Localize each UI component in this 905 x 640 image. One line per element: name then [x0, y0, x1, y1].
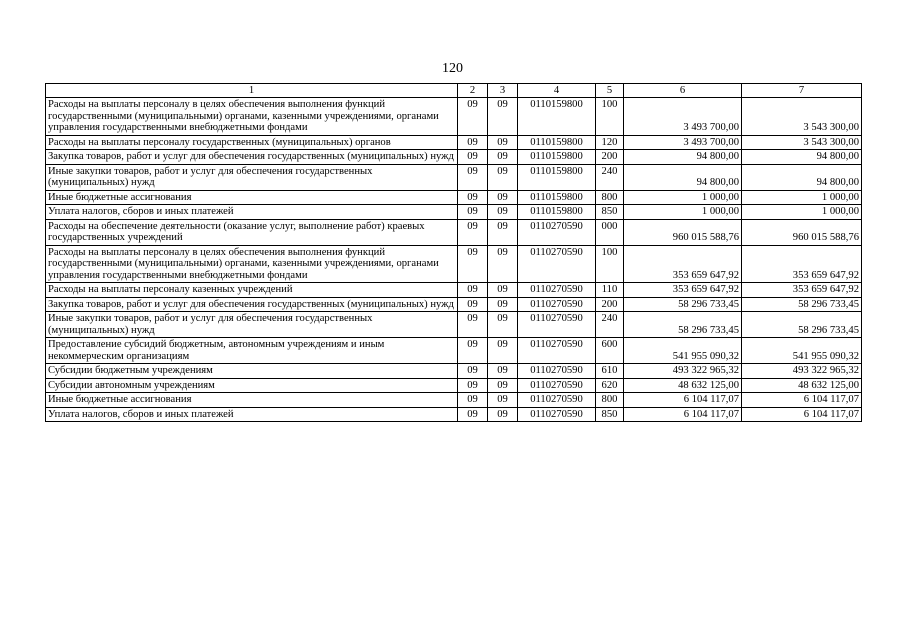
table-row — [46, 205, 862, 220]
subsection-code-cell: 09 — [488, 283, 518, 298]
subsection-code-cell: 09 — [488, 164, 518, 190]
subsection-code-cell: 09 — [488, 190, 518, 205]
subsection-code-cell: 09 — [488, 135, 518, 150]
amount-cell-col7: 58 296 733,45 — [742, 312, 862, 338]
amount-cell-col6: 6 104 117,07 — [624, 407, 742, 422]
expense-name-cell: Субсидии бюджетным учреждениям — [46, 364, 458, 379]
expense-name-cell: Расходы на обеспечение деятельности (оказание услуг, выполнение работ) краевых государственных учреждений — [46, 219, 458, 245]
table-row — [46, 283, 862, 298]
amount-cell-col7: 94 800,00 — [742, 164, 862, 190]
subsection-code-cell: 09 — [488, 312, 518, 338]
expense-type-cell: 120 — [596, 135, 624, 150]
table-row — [46, 364, 862, 379]
expense-name-cell: Иные бюджетные ассигнования — [46, 190, 458, 205]
section-code-cell: 09 — [458, 205, 488, 220]
expense-name-cell: Расходы на выплаты персоналу в целях обеспечения выполнения функций государственными (муниципальными) органами, казенными учреждениями, органами управления государственными внебюджетными фондами — [46, 245, 458, 283]
expense-type-cell: 240 — [596, 312, 624, 338]
section-code-cell: 09 — [458, 219, 488, 245]
target-article-cell: 0110270590 — [518, 312, 596, 338]
target-article-cell: 0110159800 — [518, 205, 596, 220]
section-code-cell: 09 — [458, 312, 488, 338]
subsection-code-cell: 09 — [488, 364, 518, 379]
amount-cell-col6: 493 322 965,32 — [624, 364, 742, 379]
subsection-code-cell: 09 — [488, 219, 518, 245]
table-row — [46, 297, 862, 312]
amount-cell-col6: 6 104 117,07 — [624, 393, 742, 408]
expense-type-cell: 800 — [596, 190, 624, 205]
expense-type-cell: 850 — [596, 205, 624, 220]
header-cell: 2 — [458, 84, 488, 98]
expense-name-cell: Расходы на выплаты персоналу государственных (муниципальных) органов — [46, 135, 458, 150]
expense-type-cell: 610 — [596, 364, 624, 379]
section-code-cell: 09 — [458, 338, 488, 364]
target-article-cell: 0110270590 — [518, 364, 596, 379]
expense-name-cell: Расходы на выплаты персоналу в целях обеспечения выполнения функций государственными (муниципальными) органами, казенными учреждениями, органами управления государственными внебюджетными фондами — [46, 98, 458, 136]
amount-cell-col6: 353 659 647,92 — [624, 283, 742, 298]
target-article-cell: 0110270590 — [518, 407, 596, 422]
target-article-cell: 0110270590 — [518, 245, 596, 283]
header-cell: 6 — [624, 84, 742, 98]
section-code-cell: 09 — [458, 393, 488, 408]
amount-cell-col6: 1 000,00 — [624, 190, 742, 205]
target-article-cell: 0110159800 — [518, 98, 596, 136]
budget-table — [45, 83, 862, 422]
amount-cell-col7: 353 659 647,92 — [742, 245, 862, 283]
target-article-cell: 0110159800 — [518, 135, 596, 150]
amount-cell-col7: 960 015 588,76 — [742, 219, 862, 245]
target-article-cell: 0110270590 — [518, 338, 596, 364]
target-article-cell: 0110270590 — [518, 219, 596, 245]
amount-cell-col7: 493 322 965,32 — [742, 364, 862, 379]
expense-name-cell: Иные бюджетные ассигнования — [46, 393, 458, 408]
expense-name-cell: Предоставление субсидий бюджетным, автономным учреждениям и иным некоммерческим организациям — [46, 338, 458, 364]
section-code-cell: 09 — [458, 297, 488, 312]
expense-type-cell: 240 — [596, 164, 624, 190]
target-article-cell: 0110270590 — [518, 378, 596, 393]
target-article-cell: 0110159800 — [518, 190, 596, 205]
table-row — [46, 312, 862, 338]
expense-type-cell: 110 — [596, 283, 624, 298]
amount-cell-col6: 541 955 090,32 — [624, 338, 742, 364]
header-cell: 1 — [46, 84, 458, 98]
table-row — [46, 245, 862, 283]
expense-name-cell: Расходы на выплаты персоналу казенных учреждений — [46, 283, 458, 298]
expense-name-cell: Уплата налогов, сборов и иных платежей — [46, 205, 458, 220]
target-article-cell: 0110270590 — [518, 297, 596, 312]
subsection-code-cell: 09 — [488, 150, 518, 165]
target-article-cell: 0110159800 — [518, 164, 596, 190]
section-code-cell: 09 — [458, 364, 488, 379]
amount-cell-col6: 960 015 588,76 — [624, 219, 742, 245]
header-cell: 5 — [596, 84, 624, 98]
table-row — [46, 407, 862, 422]
amount-cell-col6: 58 296 733,45 — [624, 312, 742, 338]
section-code-cell: 09 — [458, 190, 488, 205]
subsection-code-cell: 09 — [488, 98, 518, 136]
amount-cell-col7: 3 543 300,00 — [742, 98, 862, 136]
amount-cell-col6: 58 296 733,45 — [624, 297, 742, 312]
table-row — [46, 135, 862, 150]
amount-cell-col6: 94 800,00 — [624, 164, 742, 190]
section-code-cell: 09 — [458, 245, 488, 283]
header-cell: 4 — [518, 84, 596, 98]
table-row — [46, 150, 862, 165]
table-row — [46, 338, 862, 364]
section-code-cell: 09 — [458, 407, 488, 422]
header-cell: 3 — [488, 84, 518, 98]
subsection-code-cell: 09 — [488, 205, 518, 220]
target-article-cell: 0110159800 — [518, 150, 596, 165]
section-code-cell: 09 — [458, 378, 488, 393]
subsection-code-cell: 09 — [488, 378, 518, 393]
amount-cell-col6: 353 659 647,92 — [624, 245, 742, 283]
amount-cell-col6: 1 000,00 — [624, 205, 742, 220]
expense-name-cell: Иные закупки товаров, работ и услуг для обеспечения государственных (муниципальных) нужд — [46, 164, 458, 190]
section-code-cell: 09 — [458, 150, 488, 165]
section-code-cell: 09 — [458, 98, 488, 136]
amount-cell-col6: 3 493 700,00 — [624, 98, 742, 136]
page-number: 120 — [442, 61, 463, 76]
amount-cell-col7: 94 800,00 — [742, 150, 862, 165]
subsection-code-cell: 09 — [488, 338, 518, 364]
subsection-code-cell: 09 — [488, 297, 518, 312]
target-article-cell: 0110270590 — [518, 283, 596, 298]
amount-cell-col7: 6 104 117,07 — [742, 393, 862, 408]
section-code-cell: 09 — [458, 135, 488, 150]
target-article-cell: 0110270590 — [518, 393, 596, 408]
amount-cell-col7: 6 104 117,07 — [742, 407, 862, 422]
table-row — [46, 164, 862, 190]
expense-type-cell: 850 — [596, 407, 624, 422]
subsection-code-cell: 09 — [488, 393, 518, 408]
expense-type-cell: 600 — [596, 338, 624, 364]
expense-name-cell: Уплата налогов, сборов и иных платежей — [46, 407, 458, 422]
table-row — [46, 98, 862, 136]
header-cell: 7 — [742, 84, 862, 98]
section-code-cell: 09 — [458, 283, 488, 298]
table-header-row — [46, 84, 862, 98]
expense-type-cell: 800 — [596, 393, 624, 408]
expense-name-cell: Иные закупки товаров, работ и услуг для обеспечения государственных (муниципальных) нужд — [46, 312, 458, 338]
subsection-code-cell: 09 — [488, 245, 518, 283]
table-row — [46, 219, 862, 245]
expense-type-cell: 100 — [596, 98, 624, 136]
section-code-cell: 09 — [458, 164, 488, 190]
subsection-code-cell: 09 — [488, 407, 518, 422]
expense-name-cell: Субсидии автономным учреждениям — [46, 378, 458, 393]
expense-type-cell: 200 — [596, 150, 624, 165]
amount-cell-col6: 94 800,00 — [624, 150, 742, 165]
table-row — [46, 393, 862, 408]
table-row — [46, 378, 862, 393]
expense-name-cell: Закупка товаров, работ и услуг для обеспечения государственных (муниципальных) нужд — [46, 150, 458, 165]
table-row — [46, 190, 862, 205]
amount-cell-col7: 353 659 647,92 — [742, 283, 862, 298]
expense-type-cell: 000 — [596, 219, 624, 245]
amount-cell-col6: 48 632 125,00 — [624, 378, 742, 393]
amount-cell-col7: 3 543 300,00 — [742, 135, 862, 150]
amount-cell-col7: 58 296 733,45 — [742, 297, 862, 312]
amount-cell-col6: 3 493 700,00 — [624, 135, 742, 150]
amount-cell-col7: 1 000,00 — [742, 205, 862, 220]
expense-type-cell: 100 — [596, 245, 624, 283]
amount-cell-col7: 1 000,00 — [742, 190, 862, 205]
table-body — [46, 84, 862, 422]
amount-cell-col7: 541 955 090,32 — [742, 338, 862, 364]
expense-name-cell: Закупка товаров, работ и услуг для обеспечения государственных (муниципальных) нужд — [46, 297, 458, 312]
amount-cell-col7: 48 632 125,00 — [742, 378, 862, 393]
expense-type-cell: 200 — [596, 297, 624, 312]
expense-type-cell: 620 — [596, 378, 624, 393]
